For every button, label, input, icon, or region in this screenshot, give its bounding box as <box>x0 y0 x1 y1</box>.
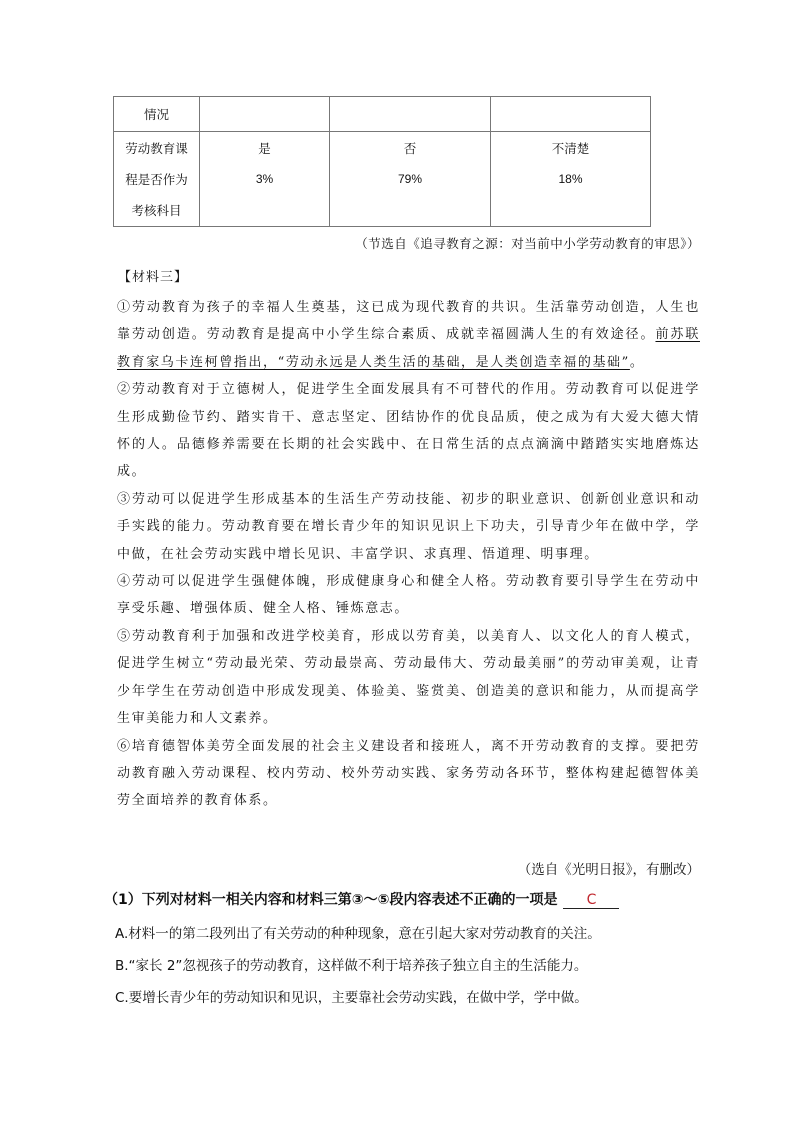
paragraph-text: ①劳动教育为孩子的幸福人生奠基，这已成为现代教育的共识。生活靠劳动创造，人生也靠劳动创造。劳动教育是提高中小学生综合素质、成就幸福圆满人生的有效途径。 <box>117 300 700 343</box>
option-label: 不清楚 <box>551 140 590 156</box>
material-body <box>117 294 700 815</box>
option-value: 18% <box>558 171 583 186</box>
row-header-line: 考核科目 <box>131 202 182 218</box>
option-value: 3% <box>255 171 274 186</box>
question-text: （1）下列对材料一相关内容和材料三第③～⑤段内容表述不正确的一项是 <box>104 892 558 908</box>
paragraph-end: 。 <box>629 354 645 370</box>
option-b: B.“家长 2”忽视孩子的劳动教育，这样做不利于培养孩子独立自主的生活能力。 <box>115 958 588 974</box>
table-cell-empty <box>330 97 491 132</box>
table-row-header <box>114 132 200 227</box>
option-label: 否 <box>403 140 417 156</box>
option-a: A.材料一的第二段列出了有关劳动的种种现象，意在引起大家对劳动教育的关注。 <box>115 926 601 942</box>
table-cell-no <box>330 132 491 227</box>
paragraph-4: ④劳动可以促进学生强健体魄，形成健康身心和健全人格。劳动教育要引导学生在劳动中享受乐趣、增强体质、健全人格、锤炼意志。 <box>117 574 700 617</box>
table-cell-empty <box>491 97 651 132</box>
row-header-line: 劳动教育课 <box>125 140 188 156</box>
option-c: C.要增长青少年的劳动知识和见识，主要靠社会劳动实践，在做中学，学中做。 <box>115 990 588 1006</box>
table-cell-empty <box>200 97 330 132</box>
question-stem <box>104 889 619 909</box>
table-cell-yes <box>200 132 330 227</box>
paragraph-6: ⑥培育德智体美劳全面发展的社会主义建设者和接班人，离不开劳动教育的支撑。要把劳动教育融入劳动课程、校内劳动、校外劳动实践、家务劳动各环节，整体构建起德智体美劳全面培养的教育体系。 <box>117 738 700 809</box>
row-header-line: 程是否作为 <box>125 171 188 187</box>
paragraph-5: ⑤劳动教育利于加强和改进学校美育，形成以劳育美，以美育人、以文化人的育人模式，促进学生树立“劳动最光荣、劳动最崇高、劳动最伟大、劳动最美丽”的劳动审美观，让青少年学生在劳动创造中形成发现美、体验美、鉴赏美、创造美的意识和能力，从而提高学生审美能力和人文素养。 <box>117 628 700 727</box>
paragraph-2: ②劳动教育对于立德树人，促进学生全面发展具有不可替代的作用。劳动教育可以促进学生形成勤俭节约、踏实肯干、意志坚定、团结协作的优良品质，使之成为有大爱大德大情怀的人。品德修养需要在长期的社会实践中、在日常生活的点点滴滴中踏踏实实地磨炼达成。 <box>117 382 700 480</box>
table-cell-unclear <box>491 132 651 227</box>
option-value: 79% <box>397 171 423 186</box>
material-heading: 【材料三】 <box>118 270 189 285</box>
table-row <box>114 132 651 227</box>
paragraph-3: ③劳动可以促进学生形成基本的生活生产劳动技能、初步的职业意识、创新创业意识和动手实践的能力。劳动教育要在增长青少年的知识见识上下功夫，引导青少年在做中学，学中做，在社会劳动实践中增长见识、丰富学识、求真理、悟道理、明事理。 <box>117 491 700 562</box>
survey-table <box>113 96 651 227</box>
paragraph-1 <box>117 294 700 376</box>
answer-blank: C <box>563 892 619 909</box>
table-row <box>114 97 651 132</box>
underlined-quote: 前苏联教育家乌卡连柯曾指出，“劳动永远是人类生活的基础，是人类创造幸福的基础” <box>117 327 700 370</box>
option-label: 是 <box>258 140 271 156</box>
source-citation: （节选自《追寻教育之源：对当前中小学劳动教育的审思》） <box>355 236 700 251</box>
table-cell-situation: 情况 <box>114 97 200 132</box>
source-citation: （选自《光明日报》，有删改） <box>517 862 700 878</box>
